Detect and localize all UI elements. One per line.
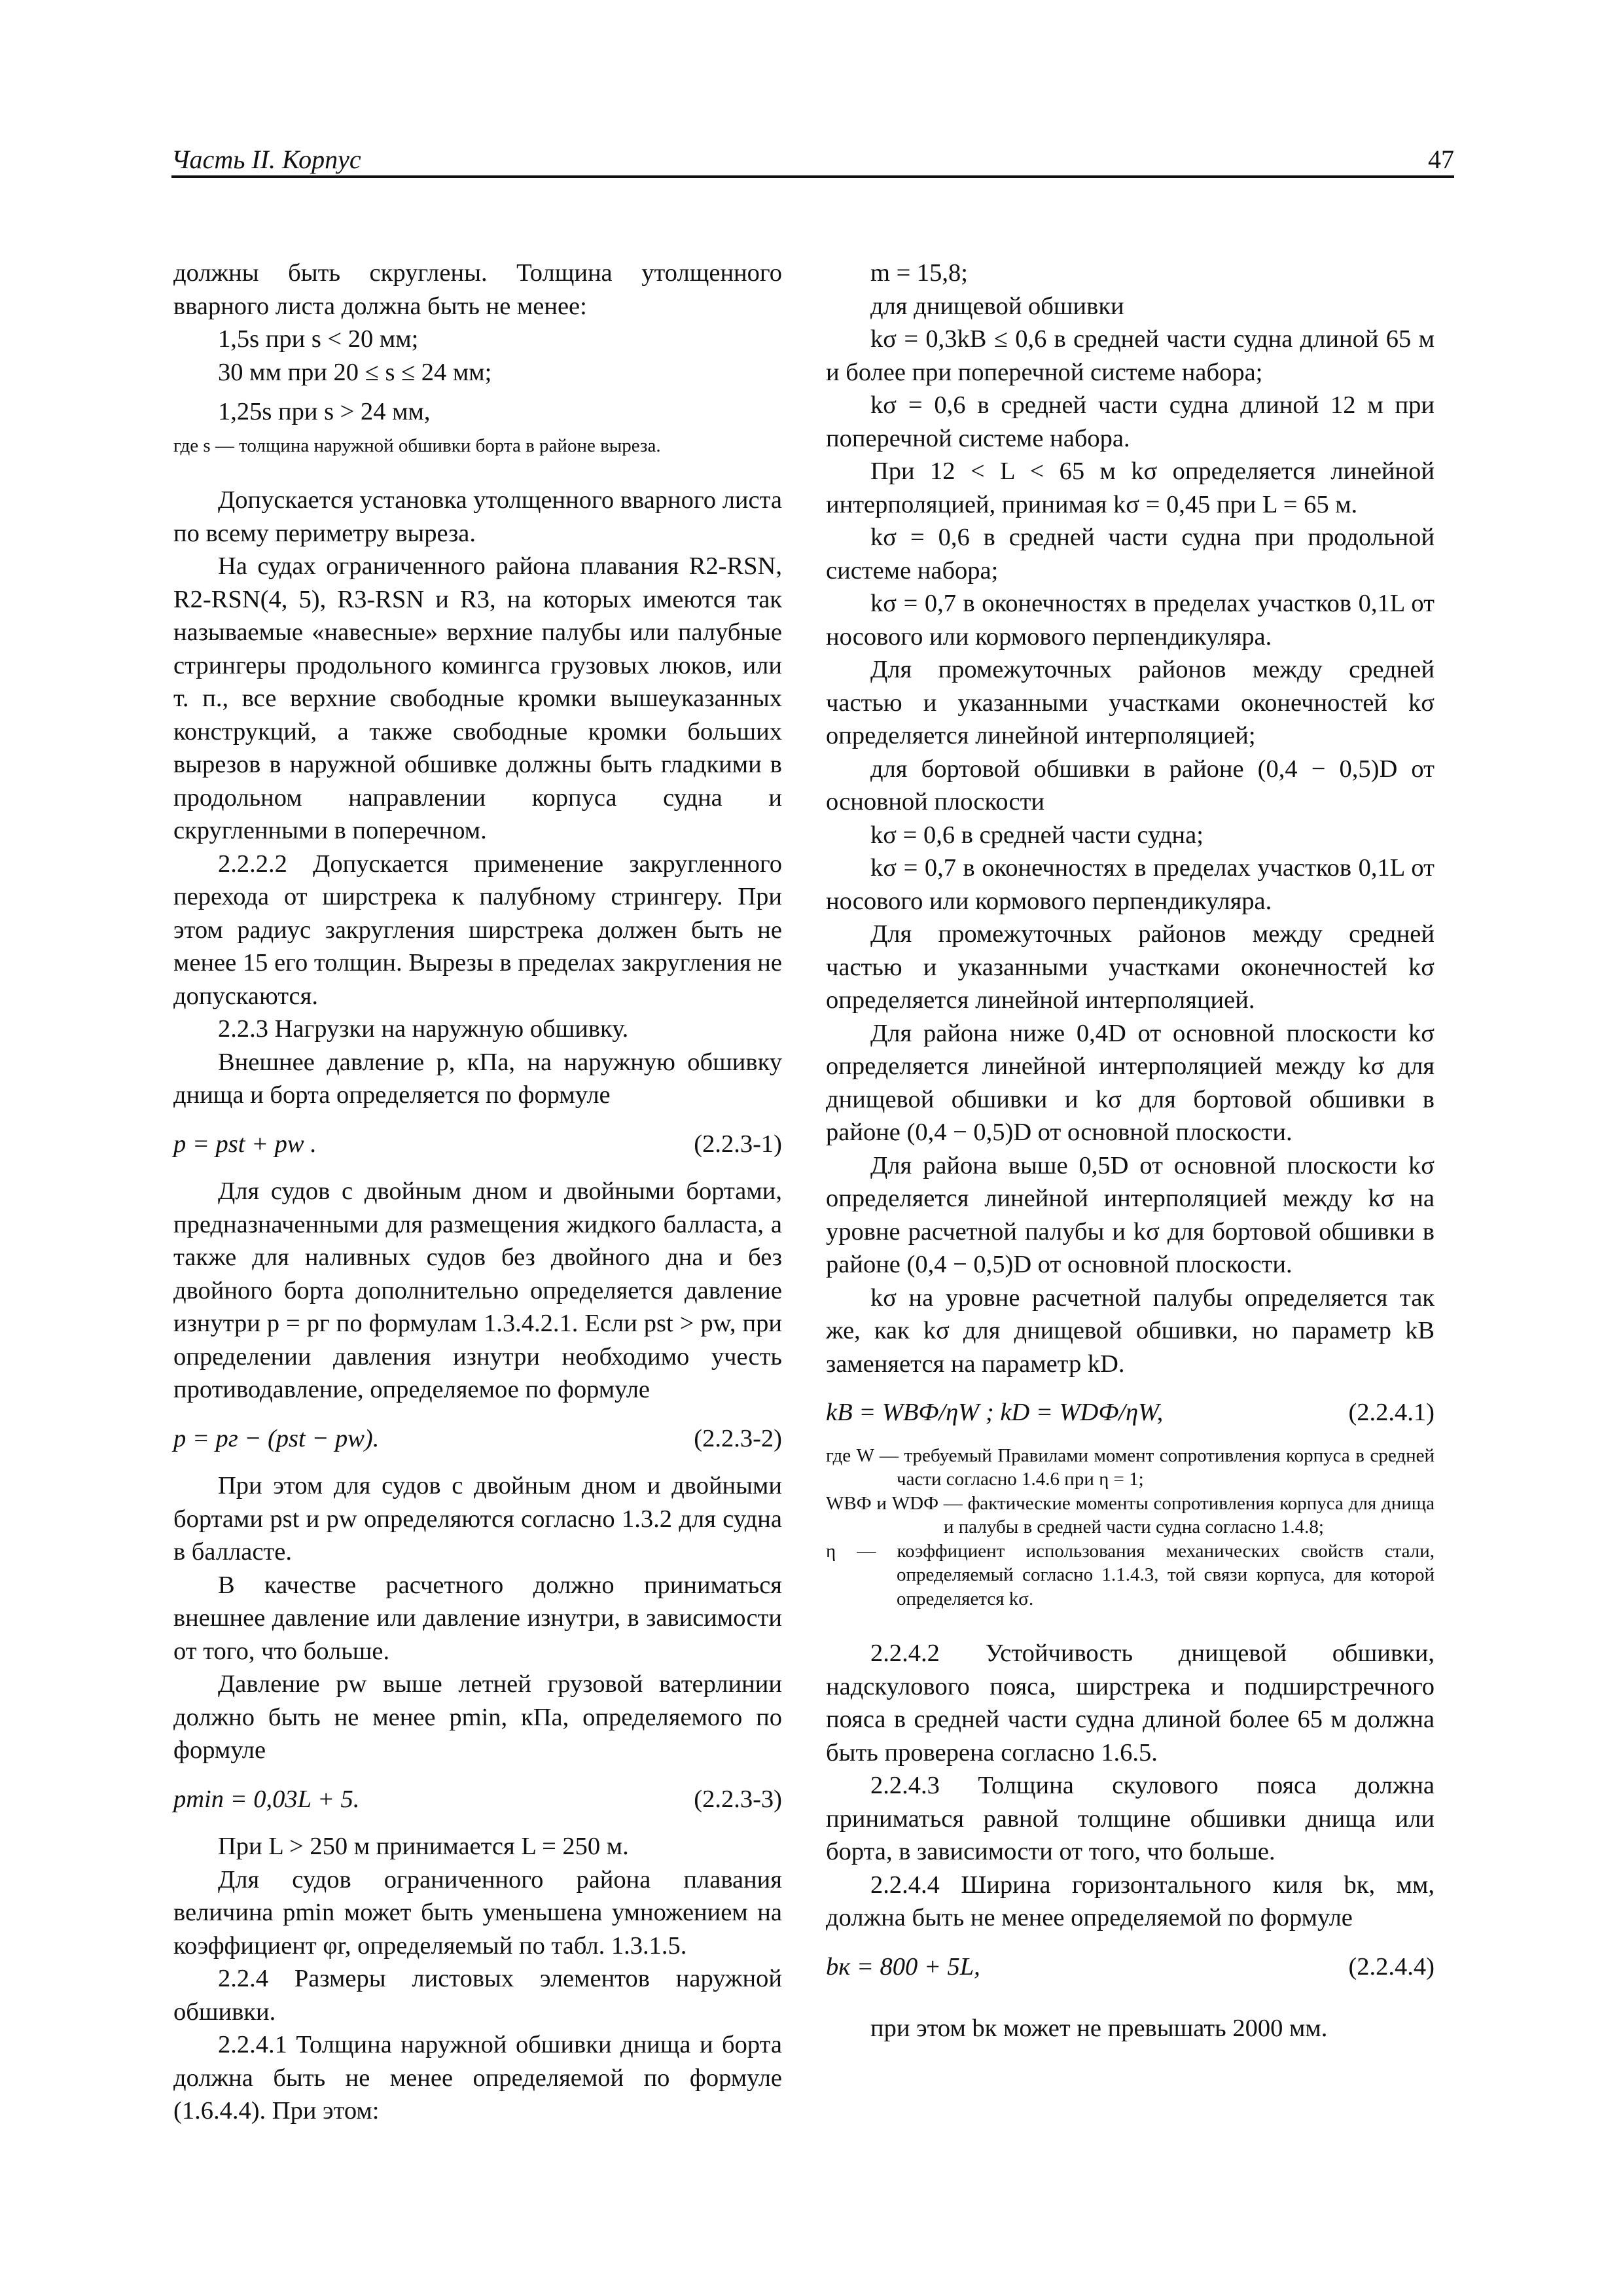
header-rule bbox=[171, 175, 1454, 178]
formula-number: (2.2.3-1) bbox=[694, 1130, 782, 1158]
paragraph: Допускается установка утолщенного вварного листа по всему периметру выреза. bbox=[173, 486, 782, 547]
formula bbox=[173, 1422, 782, 1456]
paragraph: Для промежуточных районов между средней частью и указанными участками оконечностей kσ определяется линейной интерполяцией; bbox=[826, 656, 1435, 749]
paragraph: kσ = 0,3kB ≤ 0,6 в средней части судна длиной 65 м и более при поперечной системе набора; bbox=[826, 325, 1435, 386]
paragraph: В качестве расчетного должно приниматься внешнее давление или давление изнутри, в зависимости от того, что больше. bbox=[173, 1571, 782, 1665]
section-heading: 2.2.3 Нагрузки на наружную обшивку. bbox=[218, 1015, 629, 1043]
definition: WBФ и WDФ — фактические моменты сопротивления корпуса для днища и палубы в средней части судна согласно 1.4.8; bbox=[826, 1492, 1435, 1537]
paragraph: При 12 < L < 65 м kσ определяется линейной интерполяцией, принимая kσ = 0,45 при L = 65 м. bbox=[826, 457, 1435, 518]
right-column bbox=[826, 257, 1435, 2045]
paragraph: Для района выше 0,5D от основной плоскости kσ определяется линейной интерполяцией между kσ на уровне расчетной палубы и kσ для бортовой обшивки в районе (0,4 − 0,5)D от основной плоскости. bbox=[826, 1151, 1435, 1278]
page-number: 47 bbox=[1428, 145, 1454, 174]
paragraph: Внешнее давление p, кПа, на наружную обшивку днища и борта определяется по формуле bbox=[173, 1048, 782, 1109]
definition: где W — требуемый Правилами момент сопротивления корпуса в средней части согласно 1.4.6 при η = 1; bbox=[826, 1444, 1435, 1490]
paragraph: для бортовой обшивки в районе (0,4 − 0,5)D от основной плоскости bbox=[826, 755, 1435, 816]
formula bbox=[826, 1396, 1435, 1429]
paragraph: 2.2.4.4 Ширина горизонтального киля bк, мм, должна быть не менее определяемой по формуле bbox=[826, 1871, 1435, 1931]
paragraph: kσ = 0,6 в средней части судна; bbox=[870, 821, 1204, 849]
paragraph: Давление pw выше летней грузовой ватерлинии должно быть не менее pmin, кПа, определяемого по формуле bbox=[173, 1670, 782, 1764]
footnote: где s — толщина наружной обшивки борта в районе выреза. bbox=[173, 435, 661, 456]
formula-number: (2.2.4.4) bbox=[1348, 1952, 1435, 1981]
paragraph: kσ = 0,7 в оконечностях в пределах участков 0,1L от носового или кормового перпендикуляра. bbox=[826, 854, 1435, 915]
formula bbox=[173, 1783, 782, 1816]
formula bbox=[826, 1950, 1435, 1984]
paragraph: 2.2.4.3 Толщина скулового пояса должна приниматься равной толщине обшивки днища или борта, в зависимости от того, что больше. bbox=[826, 1772, 1435, 1865]
section-title: Часть II. Корпус bbox=[171, 145, 361, 174]
formula-expression: p = pst + pw . bbox=[173, 1130, 317, 1158]
paragraph: должны быть скруглены. Толщина утолщенного вварного листа должна быть не менее: bbox=[173, 259, 782, 320]
paragraph: для днищевой обшивки bbox=[870, 292, 1124, 320]
paragraph: При L > 250 м принимается L = 250 м. bbox=[218, 1833, 629, 1860]
formula-number: (2.2.4.1) bbox=[1348, 1399, 1435, 1426]
condition-line: 1,5s при s < 20 мм; bbox=[218, 325, 419, 353]
left-column bbox=[173, 257, 782, 2128]
section-heading: 2.2.4 Размеры листовых элементов наружной обшивки. bbox=[173, 1965, 782, 2026]
condition-line: 30 мм при 20 ≤ s ≤ 24 мм; bbox=[218, 358, 492, 386]
formula-number: (2.2.3-2) bbox=[694, 1424, 782, 1452]
paragraph: На судах ограниченного района плавания R2-RSN, R2-RSN(4, 5), R3-RSN и R3, на которых имеются так называемые «навесные» верхние палубы или палубные стрингеры продольного комингса грузовых люков, или т. п., все верхние свободные кромки вышеуказанных конструкций, а также свободные кромки больших вырезов в наружной обшивке должны быть гладкими в продольном направлении корпуса судна и скругленными в поперечном. bbox=[173, 552, 782, 844]
paragraph: kσ = 0,6 в средней части судна длиной 12 м при поперечной системе набора. bbox=[826, 391, 1435, 452]
paragraph: kσ на уровне расчетной палубы определяется так же, как kσ для днищевой обшивки, но параметр kB заменяется на параметр kD. bbox=[826, 1283, 1435, 1378]
paragraph: Для судов ограниченного района плавания величина pmin может быть уменьшена умножением на коэффициент φr, определяемый по табл. 1.3.1.5. bbox=[173, 1865, 782, 1960]
paragraph: 2.2.2.2 Допускается применение закругленного перехода от ширстрека к палубному стрингеру. При этом радиус закругления ширстрека должен быть не менее 15 его толщин. Вырезы в пределах закругления не допускаются. bbox=[173, 850, 782, 1010]
paragraph: kσ = 0,6 в средней части судна при продольной системе набора; bbox=[826, 524, 1435, 584]
paragraph: Для района ниже 0,4D от основной плоскости kσ определяется линейной интерполяцией между kσ для днищевой обшивки и kσ для бортовой обшивки в районе (0,4 − 0,5)D от основной плоскости. bbox=[826, 1019, 1435, 1146]
paragraph: При этом для судов с двойным дном и двойными бортами pst и pw определяются согласно 1.3.2 для судна в балласте. bbox=[173, 1472, 782, 1566]
formula-definitions bbox=[826, 1444, 1435, 1611]
paragraph: при этом bк может не превышать 2000 мм. bbox=[870, 2015, 1328, 2042]
formula bbox=[173, 1128, 782, 1161]
formula-expression: pmin = 0,03L + 5. bbox=[173, 1785, 360, 1813]
formula-expression: bк = 800 + 5L, bbox=[826, 1952, 980, 1981]
paragraph: 2.2.4.2 Устойчивость днищевой обшивки, надскулового пояса, ширстрека и подширстречного пояса в средней части судна длиной более 65 м должна быть проверена согласно 1.6.5. bbox=[826, 1640, 1435, 1767]
paragraph: kσ = 0,7 в оконечностях в пределах участков 0,1L от носового или кормового перпендикуляра. bbox=[826, 590, 1435, 651]
formula-expression: kB = WBФ/ηW ; kD = WDФ/ηW, bbox=[826, 1399, 1164, 1426]
paragraph: m = 15,8; bbox=[870, 259, 968, 287]
formula-number: (2.2.3-3) bbox=[694, 1785, 782, 1813]
paragraph: 2.2.4.1 Толщина наружной обшивки днища и борта должна быть не менее определяемой по формуле (1.6.4.4). При этом: bbox=[173, 2031, 782, 2125]
paragraph: Для судов с двойным дном и двойными бортами, предназначенными для размещения жидкого балласта, а также для наливных судов без двойного дна и без двойного борта дополнительно определяется давление изнутри p = pг по формулам 1.3.4.2.1. Если pst > pw, при определении давления изнутри необходимо учесть противодавление, определяемое по формуле bbox=[173, 1177, 782, 1403]
paragraph: Для промежуточных районов между средней частью и указанными участками оконечностей kσ определяется линейной интерполяцией. bbox=[826, 920, 1435, 1014]
formula-expression: p = pг − (pst − pw). bbox=[173, 1424, 380, 1452]
definition: η — коэффициент использования механических свойств стали, определяемый согласно 1.1.4.3, той связи корпуса, для которой определяется kσ. bbox=[826, 1540, 1435, 1609]
condition-line: 1,25s при s > 24 мм, bbox=[218, 398, 431, 425]
